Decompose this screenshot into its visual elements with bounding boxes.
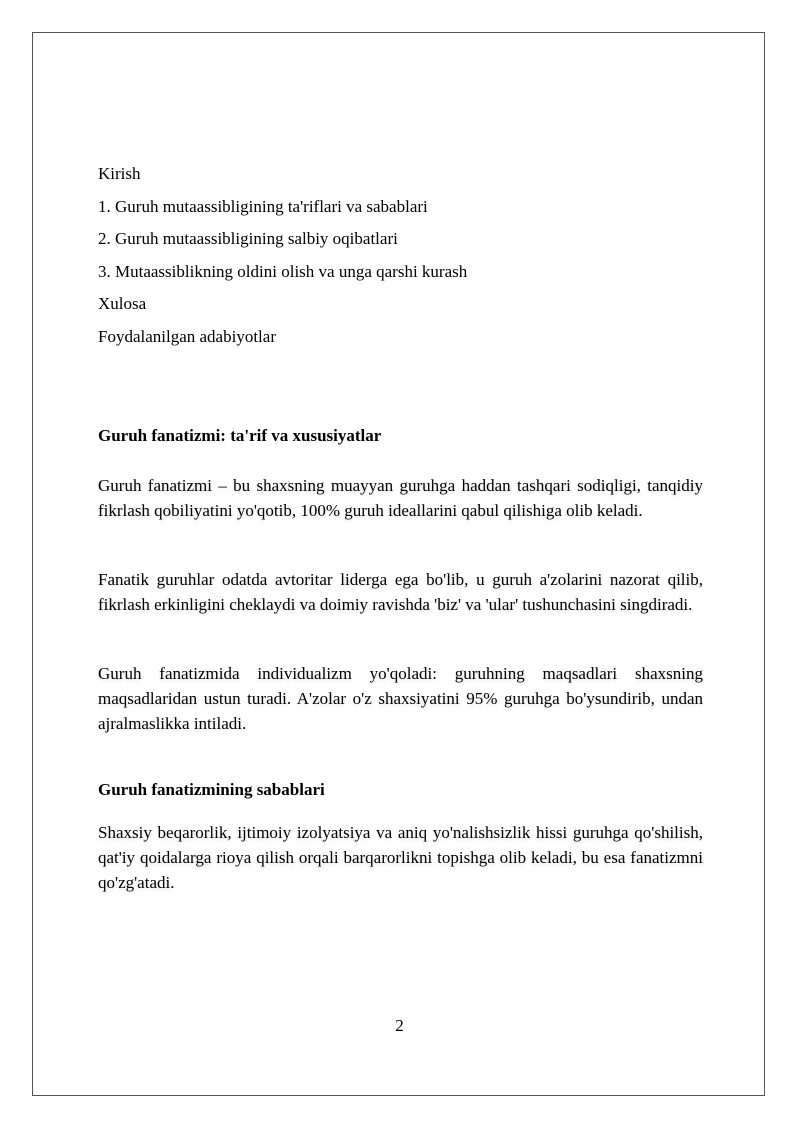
section-heading-causes: Guruh fanatizmining sabablari [98, 780, 325, 799]
paragraph-definition: Guruh fanatizmi – bu shaxsning muayyan guruhga haddan tashqari sodiqligi, tanqidiy fikrlash qobiliyatini yo'qotib, 100% guruh ideallarini qabul qilishiga olib keladi. [98, 476, 703, 520]
toc-item-chapter-1: 1. Guruh mutaassibligining ta'riflari va sabablari [98, 196, 428, 216]
paragraph-authoritarian-leader: Fanatik guruhlar odatda avtoritar liderga ega bo'lib, u guruh a'zolarini nazorat qilib, fikrlash erkinligini cheklaydi va doimiy ravishda 'biz' va 'ular' tushunchasini singdiradi. [98, 570, 703, 614]
section-heading-definition: Guruh fanatizmi: ta'rif va xususiyatlar [98, 426, 382, 445]
page-content [98, 158, 703, 895]
toc-item-chapter-3: 3. Mutaassiblikning oldini olish va unga qarshi kurash [98, 261, 468, 281]
paragraph-individualism: Guruh fanatizmida individualizm yo'qoladi: guruhning maqsadlari shaxsning maqsadlaridan ustun turadi. A'zolar o'z shaxsiyatini 95% guruhga bo'ysundirib, undan ajralmaslikka intiladi. [98, 664, 703, 733]
toc-item-conclusion: Xulosa [98, 294, 147, 313]
document-page [32, 32, 765, 1096]
toc-item-intro: Kirish [98, 164, 141, 183]
page-number: 2 [395, 1016, 404, 1035]
toc-item-references: Foydalanilgan adabiyotlar [98, 326, 276, 346]
table-of-contents [98, 158, 703, 353]
toc-item-chapter-2: 2. Guruh mutaassibligining salbiy oqibatlari [98, 229, 398, 248]
paragraph-causes: Shaxsiy beqarorlik, ijtimoiy izolyatsiya va aniq yo'nalishsizlik hissi guruhga qo'shilish, qat'iy qoidalarga rioya qilish orqali barqarorlikni topishga olib keladi, bu esa fanatizmni qo'zg'atadi. [98, 823, 703, 892]
